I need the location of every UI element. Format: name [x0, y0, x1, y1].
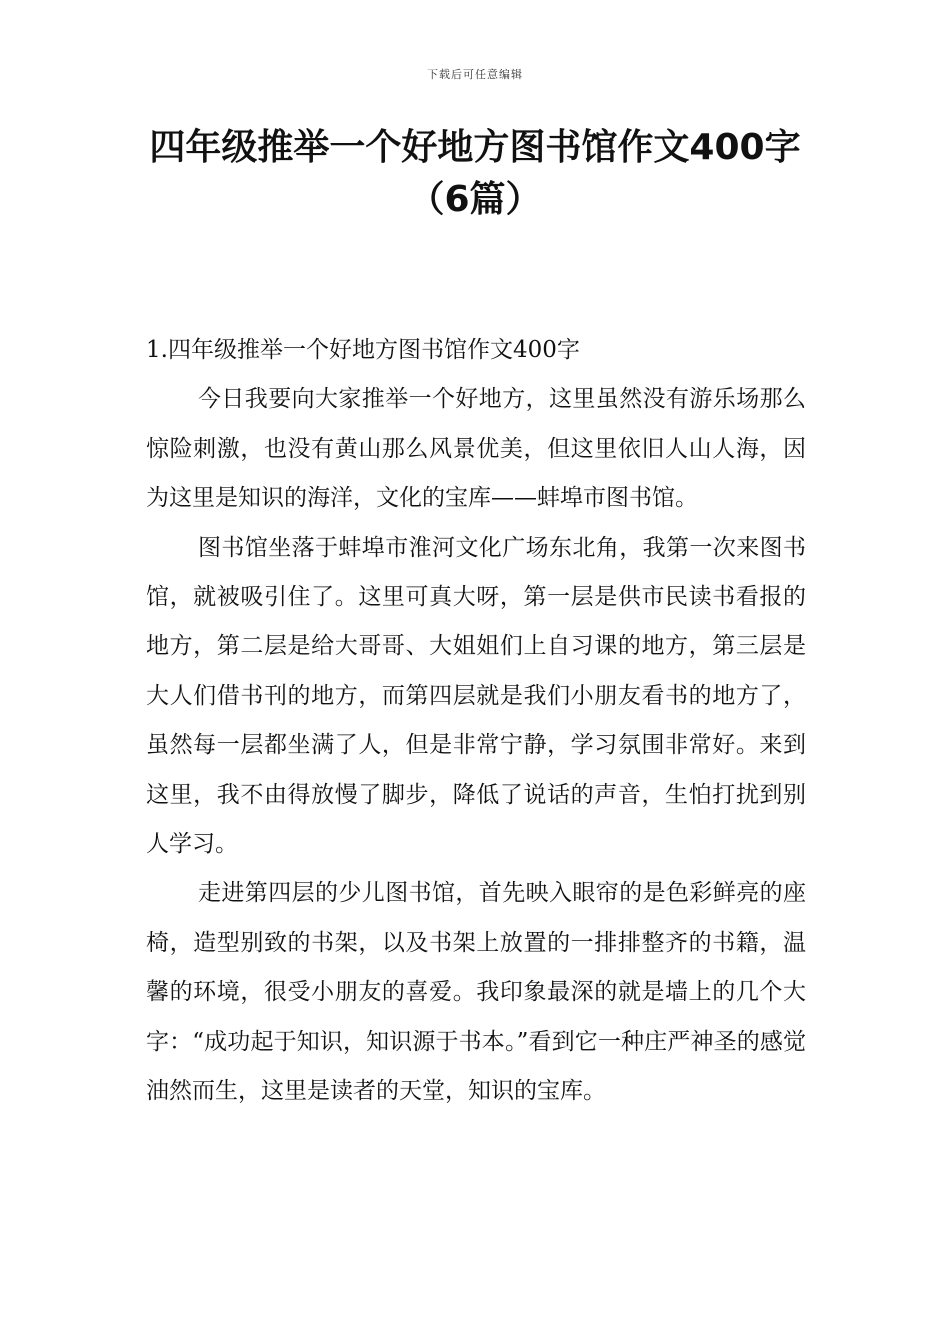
section-heading: 1.四年级推举一个好地方图书馆作文400字 — [146, 337, 580, 363]
paragraph-1: 今日我要向大家推举一个好地方，这里虽然没有游乐场那么惊险刺激，也没有黄山那么风景优美，但这里依旧人山人海，因为这里是知识的海洋，文化的宝库——蚌埠市图书馆。 — [146, 386, 806, 512]
paragraph-2: 图书馆坐落于蚌埠市淮河文化广场东北角，我第一次来图书馆，就被吸引住了。这里可真大呀，第一层是供市民读书看报的地方，第二层是给大哥哥、大姐姐们上自习课的地方，第三层是大人们借书刊的地方，而第四层就是我们小朋友看书的地方了，虽然每一层都坐满了人，但是非常宁静，学习氛围非常好。来到这里，我不由得放慢了脚步，降低了说话的声音，生怕打扰到别人学习。 — [146, 534, 806, 858]
title-line-1: 四年级推举一个好地方图书馆作文400字 — [149, 127, 801, 168]
document-title — [100, 122, 850, 226]
document-body — [146, 326, 806, 1117]
title-line-2: （6篇） — [408, 179, 542, 220]
header-note: 下载后可任意编辑 — [427, 68, 523, 81]
paragraph-3: 走进第四层的少儿图书馆，首先映入眼帘的是色彩鲜亮的座椅，造型别致的书架，以及书架上放置的一排排整齐的书籍，温馨的环境，很受小朋友的喜爱。我印象最深的就是墙上的几个大字：“成功起于知识，知识源于书本。”看到它一种庄严神圣的感觉油然而生，这里是读者的天堂，知识的宝库。 — [146, 880, 806, 1105]
